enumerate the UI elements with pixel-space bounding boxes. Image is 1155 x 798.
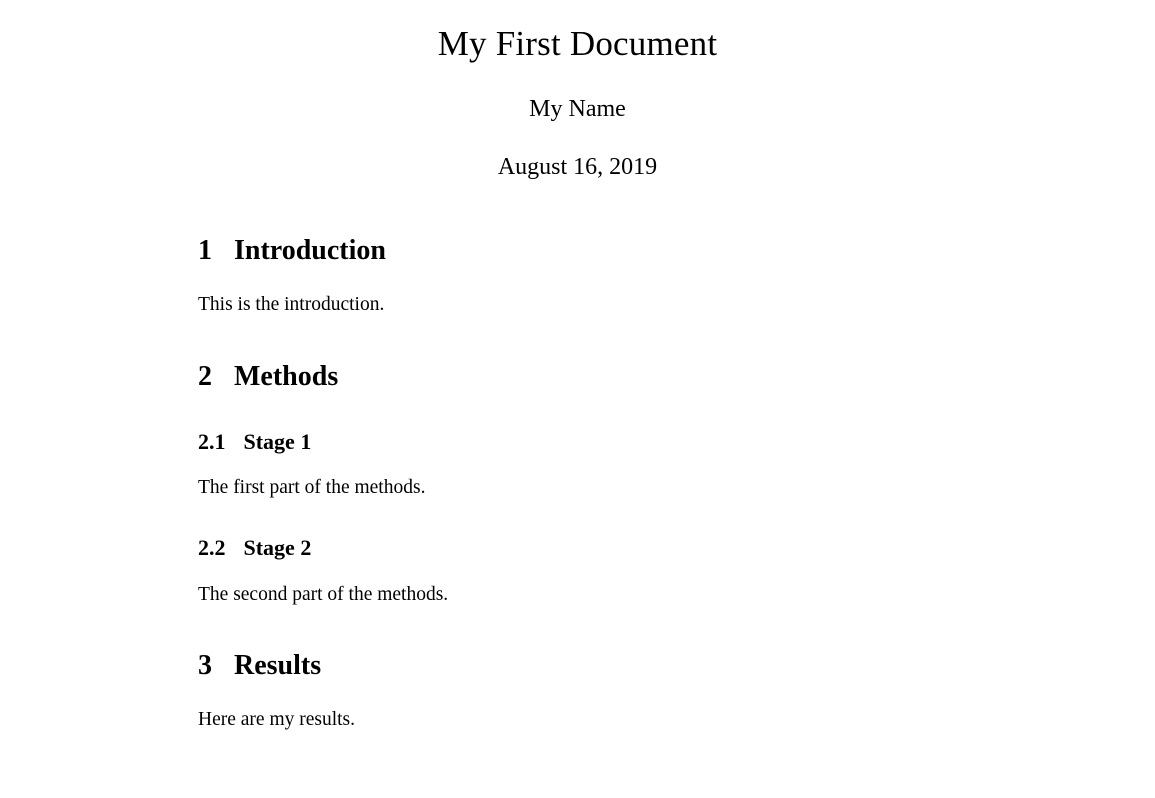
subsection-number: 2.2 [198, 535, 226, 561]
section-heading-results [198, 650, 957, 682]
section-number: 3 [198, 650, 212, 682]
section-number: 1 [198, 235, 212, 266]
spacer [198, 267, 957, 293]
subsection-heading-stage-1 [198, 429, 957, 454]
document-date: August 16, 2019 [497, 154, 658, 180]
section-title: Methods [234, 360, 339, 392]
subsection-paragraph-stage-2: The second part of the methods. [198, 583, 449, 605]
document-author: My Name [529, 96, 626, 122]
section-paragraph-introduction: This is the introduction. [198, 294, 385, 316]
section-heading-introduction [198, 235, 957, 267]
spacer [198, 606, 957, 650]
subsection-heading-stage-2 [198, 535, 957, 560]
section-title: Results [234, 650, 322, 682]
section-paragraph-results: Here are my results. [198, 709, 356, 731]
section-heading-methods [198, 361, 957, 393]
spacer [198, 317, 957, 361]
spacer [198, 393, 957, 429]
subsection-title: Stage 1 [243, 428, 312, 454]
document-body [198, 181, 957, 732]
spacer [198, 561, 957, 583]
spacer [198, 682, 957, 708]
spacer [198, 454, 957, 476]
document-title: My First Document [437, 24, 718, 63]
spacer [198, 499, 957, 535]
subsection-number: 2.1 [198, 428, 226, 454]
section-number: 2 [198, 360, 212, 392]
subsection-title: Stage 2 [243, 535, 312, 561]
section-title: Introduction [234, 235, 386, 266]
subsection-paragraph-stage-1: The first part of the methods. [198, 477, 426, 499]
